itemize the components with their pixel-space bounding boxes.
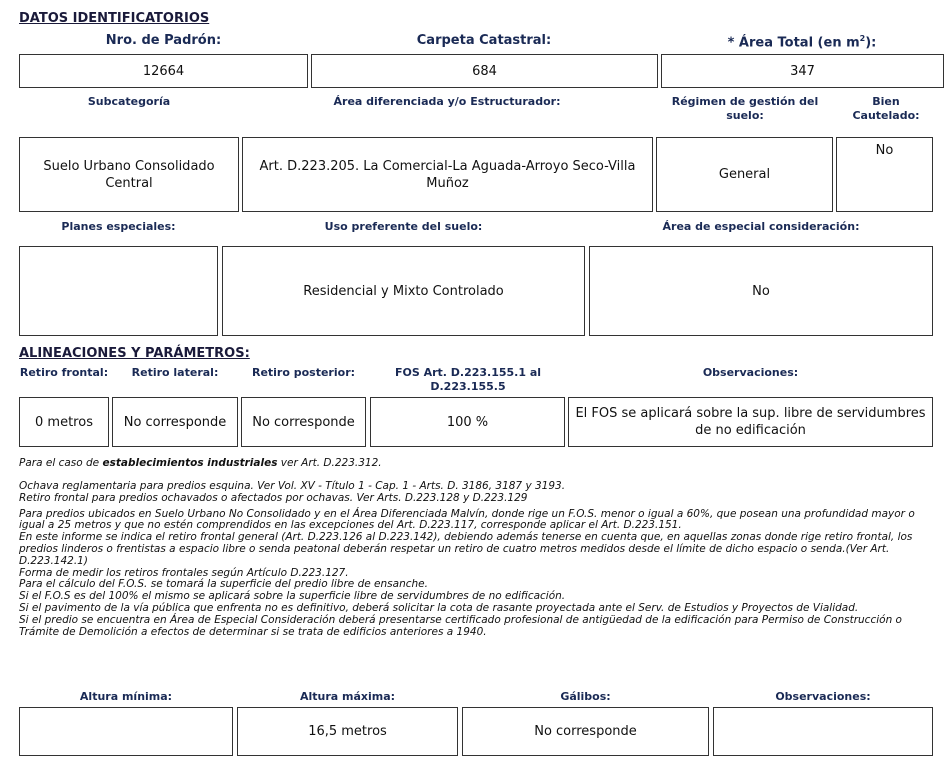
fos-label: FOS Art. D.223.155.1 al D.223.155.5 [394,366,542,393]
fos-value: 100 % [370,397,565,447]
area-especial-value: No [589,246,933,336]
retiro-frontal-label: Retiro frontal: [19,366,109,379]
section-title-alineaciones: ALINEACIONES Y PARÁMETROS: [19,346,250,361]
area-total-label-sup: 2 [859,34,866,43]
bien-cautelado-value: No [836,137,933,212]
subcategoria-value: Suelo Urbano Consolidado Central [19,137,239,212]
altura-minima-value [19,707,233,756]
retiro-frontal-value: 0 metros [19,397,109,447]
note-line: Para el cálculo del F.O.S. se tomará la superficie del predio libre de ensanche. [19,578,428,591]
area-especial-label: Área de especial consideración: [662,220,860,233]
galibos-label: Gálibos: [560,690,611,703]
carpeta-label: Carpeta Catastral: [416,33,552,48]
note-line: Para predios ubicados en Suelo Urbano No Consolidado y en el Área Diferenciada Malvín, donde rige un F.O.S. menor o igual a 60%, que posean una profundidad mayor o igual a 25 metros y que no estén comprendidos en las excepciones del Art. D.223.117, corresponde aplicar el Art. D.223.151. [19,507,915,532]
altura-maxima-value: 16,5 metros [237,707,458,756]
notes-industrial-pre: Para el caso de [19,457,103,469]
notes-industrial-post: ver Art. D.223.312. [277,457,382,469]
retiro-posterior-label: Retiro posterior: [251,366,356,379]
area-diferenciada-value: Art. D.223.205. La Comercial-La Aguada-Arroyo Seco-Villa Muñoz [242,137,653,212]
notes-industrial-bold: establecimientos industriales [102,457,278,469]
note-line: Si el pavimento de la vía pública que enfrenta no es definitivo, deberá solicitar la cota de rasante proyectada ante el Serv. de Estudios y Proyectos de Vialidad. [19,601,859,614]
note-line: Si el F.O.S es del 100% el mismo se aplicará sobre la superficie libre de servidumbres de no edificación. [19,590,566,603]
observaciones-parametros-label: Observaciones: [702,366,799,379]
padron-label: Nro. de Padrón: [105,33,222,48]
area-total-label-prefix: * Área Total (en m [727,35,860,51]
retiro-posterior-value: No corresponde [241,397,366,447]
observaciones-alturas-label: Observaciones: [775,690,871,703]
area-total-label [660,32,944,50]
observaciones-alturas-value [713,707,933,756]
area-total-value: 347 [661,54,944,88]
notes-block [19,481,934,638]
note-line: Ochava reglamentaria para predios esquina. Ver Vol. XV - Título 1 - Cap. 1 - Arts. D. 3186, 3187 y 3193. [19,480,566,492]
planes-especiales-value [19,246,218,336]
note-line: Retiro frontal para predios ochavados o afectados por ochavas. Ver Arts. D.223.128 y D.223.129 [19,491,528,504]
note-line: Si el predio se encuentra en Área de Especial Consideración deberá presentarse certificado profesional de antigüedad de la edificación para Permiso de Construcción o Trámite de Demolición a efectos de determinar si se trata de edificios anteriores a 1940. [19,613,902,638]
regimen-label: Régimen de gestión del suelo: [671,95,819,122]
carpeta-value: 684 [311,54,658,88]
observaciones-parametros-value: El FOS se aplicará sobre la sup. libre de servidumbres de no edificación [568,397,933,447]
note-line: En este informe se indica el retiro frontal general (Art. D.223.126 al D.223.142), debiendo además tenerse en cuenta que, en aquellas zonas donde rige retiro frontal, los predios linderos o frentistas a espacio libre o senda peatonal deberán respetar un retiro de cuatro metros medidos desde el límite de dicho espacio o senda.(Ver Art. D.223.142.1) [19,531,913,567]
section-title-datos-identificatorios: DATOS IDENTIFICATORIOS [19,11,210,26]
altura-minima-label: Altura mínima: [79,690,173,703]
padron-value: 12664 [19,54,308,88]
uso-preferente-label: Uso preferente del suelo: [324,220,483,233]
altura-maxima-label: Altura máxima: [299,690,396,703]
regimen-value: General [656,137,833,212]
area-total-label-suffix: ): [865,35,877,51]
retiro-lateral-label: Retiro lateral: [131,366,219,379]
bien-cautelado-label: Bien Cautelado: [852,95,920,122]
galibos-value: No corresponde [462,707,709,756]
uso-preferente-value: Residencial y Mixto Controlado [222,246,585,336]
planes-especiales-label: Planes especiales: [61,220,176,233]
note-line: Forma de medir los retiros frontales según Artículo D.223.127. [19,566,349,579]
retiro-lateral-value: No corresponde [112,397,238,447]
area-diferenciada-label: Área diferenciada y/o Estructurador: [333,95,561,108]
subcategoria-label: Subcategoría [87,95,171,108]
notes-industrial [19,458,934,470]
